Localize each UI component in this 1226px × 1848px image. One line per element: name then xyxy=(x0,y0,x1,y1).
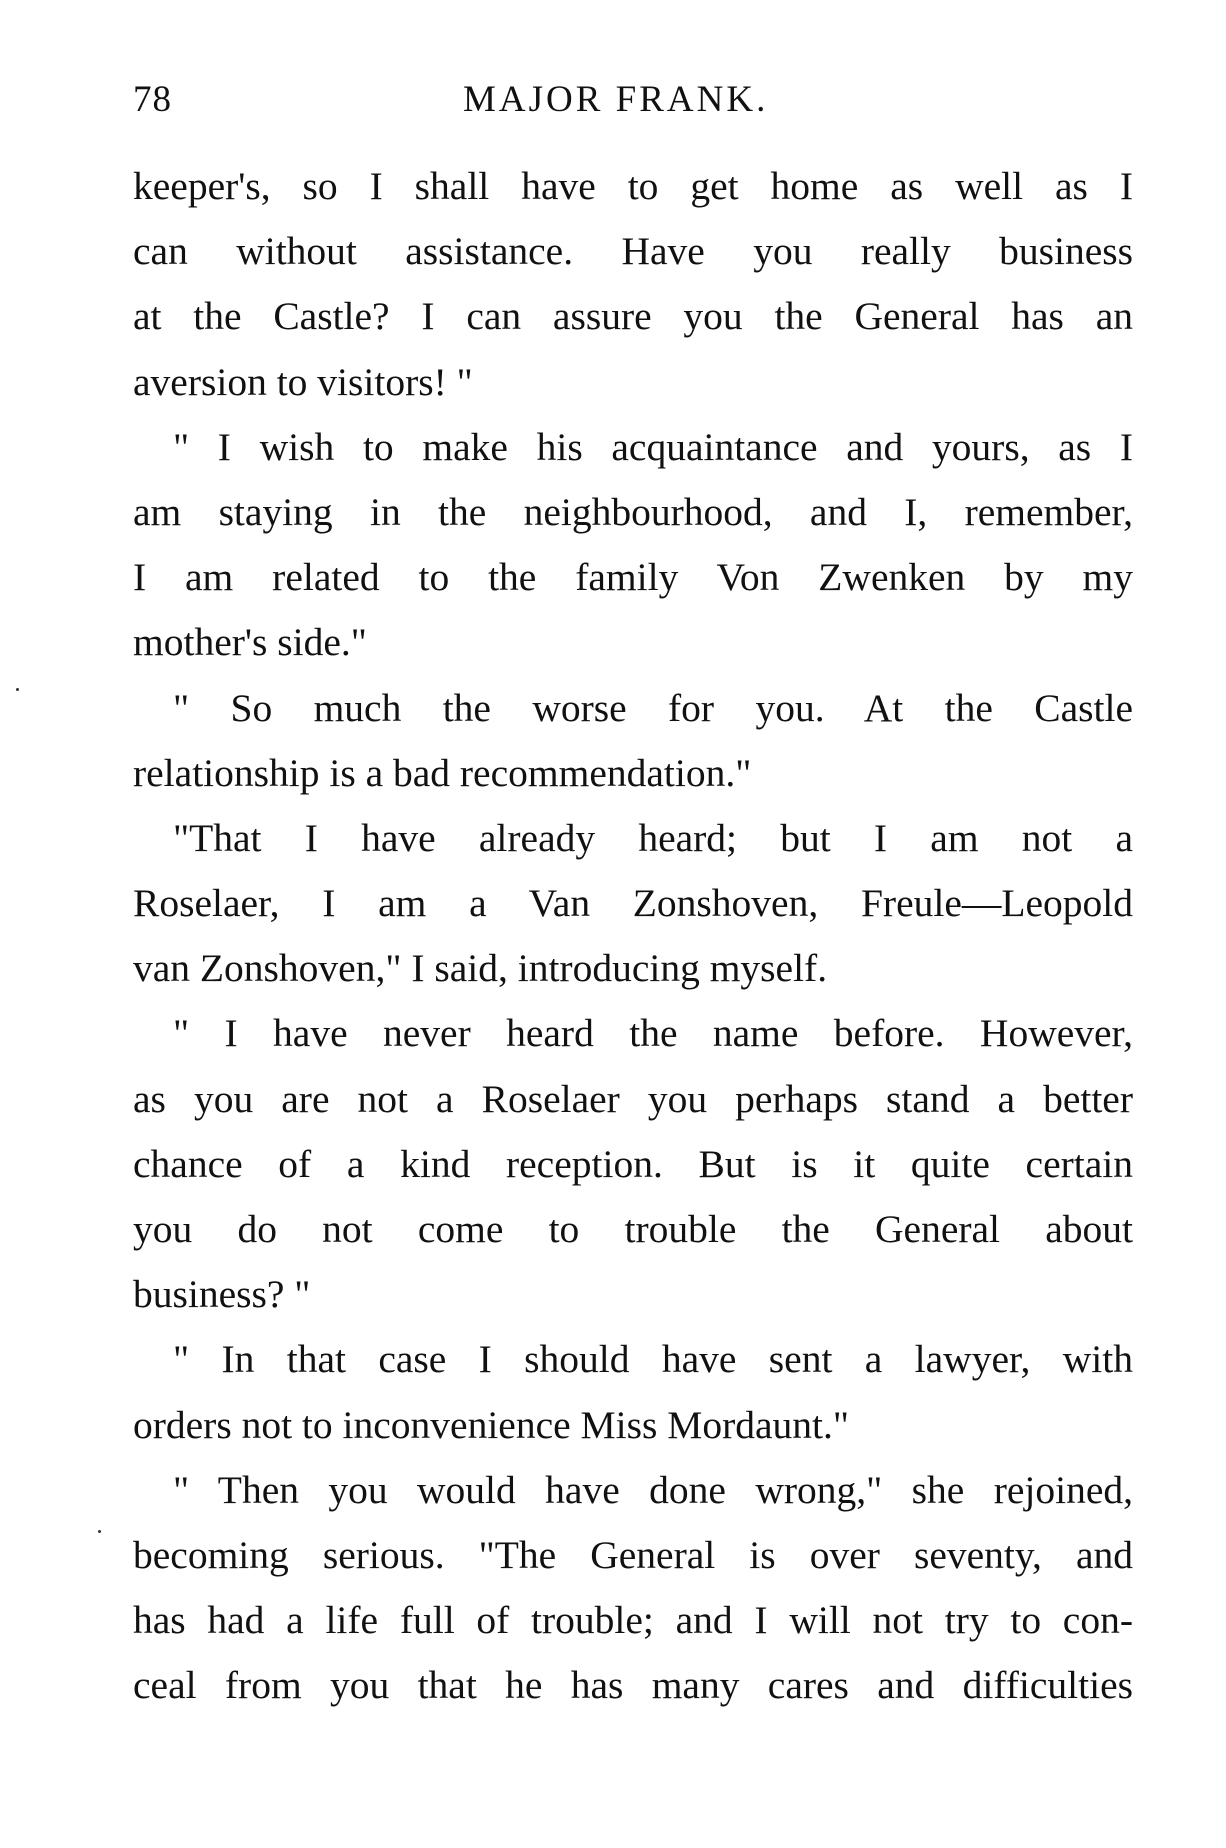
text-line: "That I have already heard; but I am not a xyxy=(173,815,1133,860)
text-line: " In that case I should have sent a lawyer, with xyxy=(173,1337,1133,1382)
text-line: I am related to the family Von Zwenken by my xyxy=(133,555,1133,600)
text-line: chance of a kind reception. But is it quite certain xyxy=(133,1141,1133,1186)
text-line: " I wish to make his acquaintance and yours, as I xyxy=(173,424,1133,469)
text-line: aversion to visitors! " xyxy=(133,359,473,404)
text-line: has had a life full of trouble; and I will not try to con- xyxy=(133,1598,1133,1643)
text-line: am staying in the neighbourhood, and I, remember, xyxy=(133,489,1133,534)
text-line: ceal from you that he has many cares and difficulties xyxy=(133,1663,1133,1708)
text-line: " I have never heard the name before. However, xyxy=(173,1011,1133,1056)
text-line: can without assistance. Have you really business xyxy=(133,229,1133,274)
text-line: as you are not a Roselaer you perhaps stand a better xyxy=(133,1076,1133,1121)
text-line: Roselaer, I am a Van Zonshoven, Freule—Leopold xyxy=(133,881,1133,926)
text-line: " Then you would have done wrong," she rejoined, xyxy=(173,1467,1133,1512)
text-line: becoming serious. "The General is over seventy, and xyxy=(133,1532,1133,1577)
text-line: orders not to inconvenience Miss Mordaunt." xyxy=(133,1402,850,1447)
page-number: 78 xyxy=(133,79,172,120)
print-speck xyxy=(98,1530,101,1533)
text-line: business? " xyxy=(133,1272,311,1317)
text-line: you do not come to trouble the General about xyxy=(133,1207,1133,1251)
print-speck xyxy=(16,688,19,691)
text-line: relationship is a bad recommendation." xyxy=(133,750,752,795)
running-title: MAJOR FRANK. xyxy=(463,79,769,120)
body-text xyxy=(133,154,1133,1719)
text-line: at the Castle? I can assure you the General has an xyxy=(133,294,1133,339)
text-line: " So much the worse for you. At the Castle xyxy=(173,685,1133,730)
text-line: mother's side." xyxy=(133,620,367,665)
text-line: keeper's, so I shall have to get home as well as I xyxy=(133,164,1133,208)
text-line: van Zonshoven," I said, introducing myself. xyxy=(133,946,828,991)
running-head xyxy=(133,78,1133,138)
